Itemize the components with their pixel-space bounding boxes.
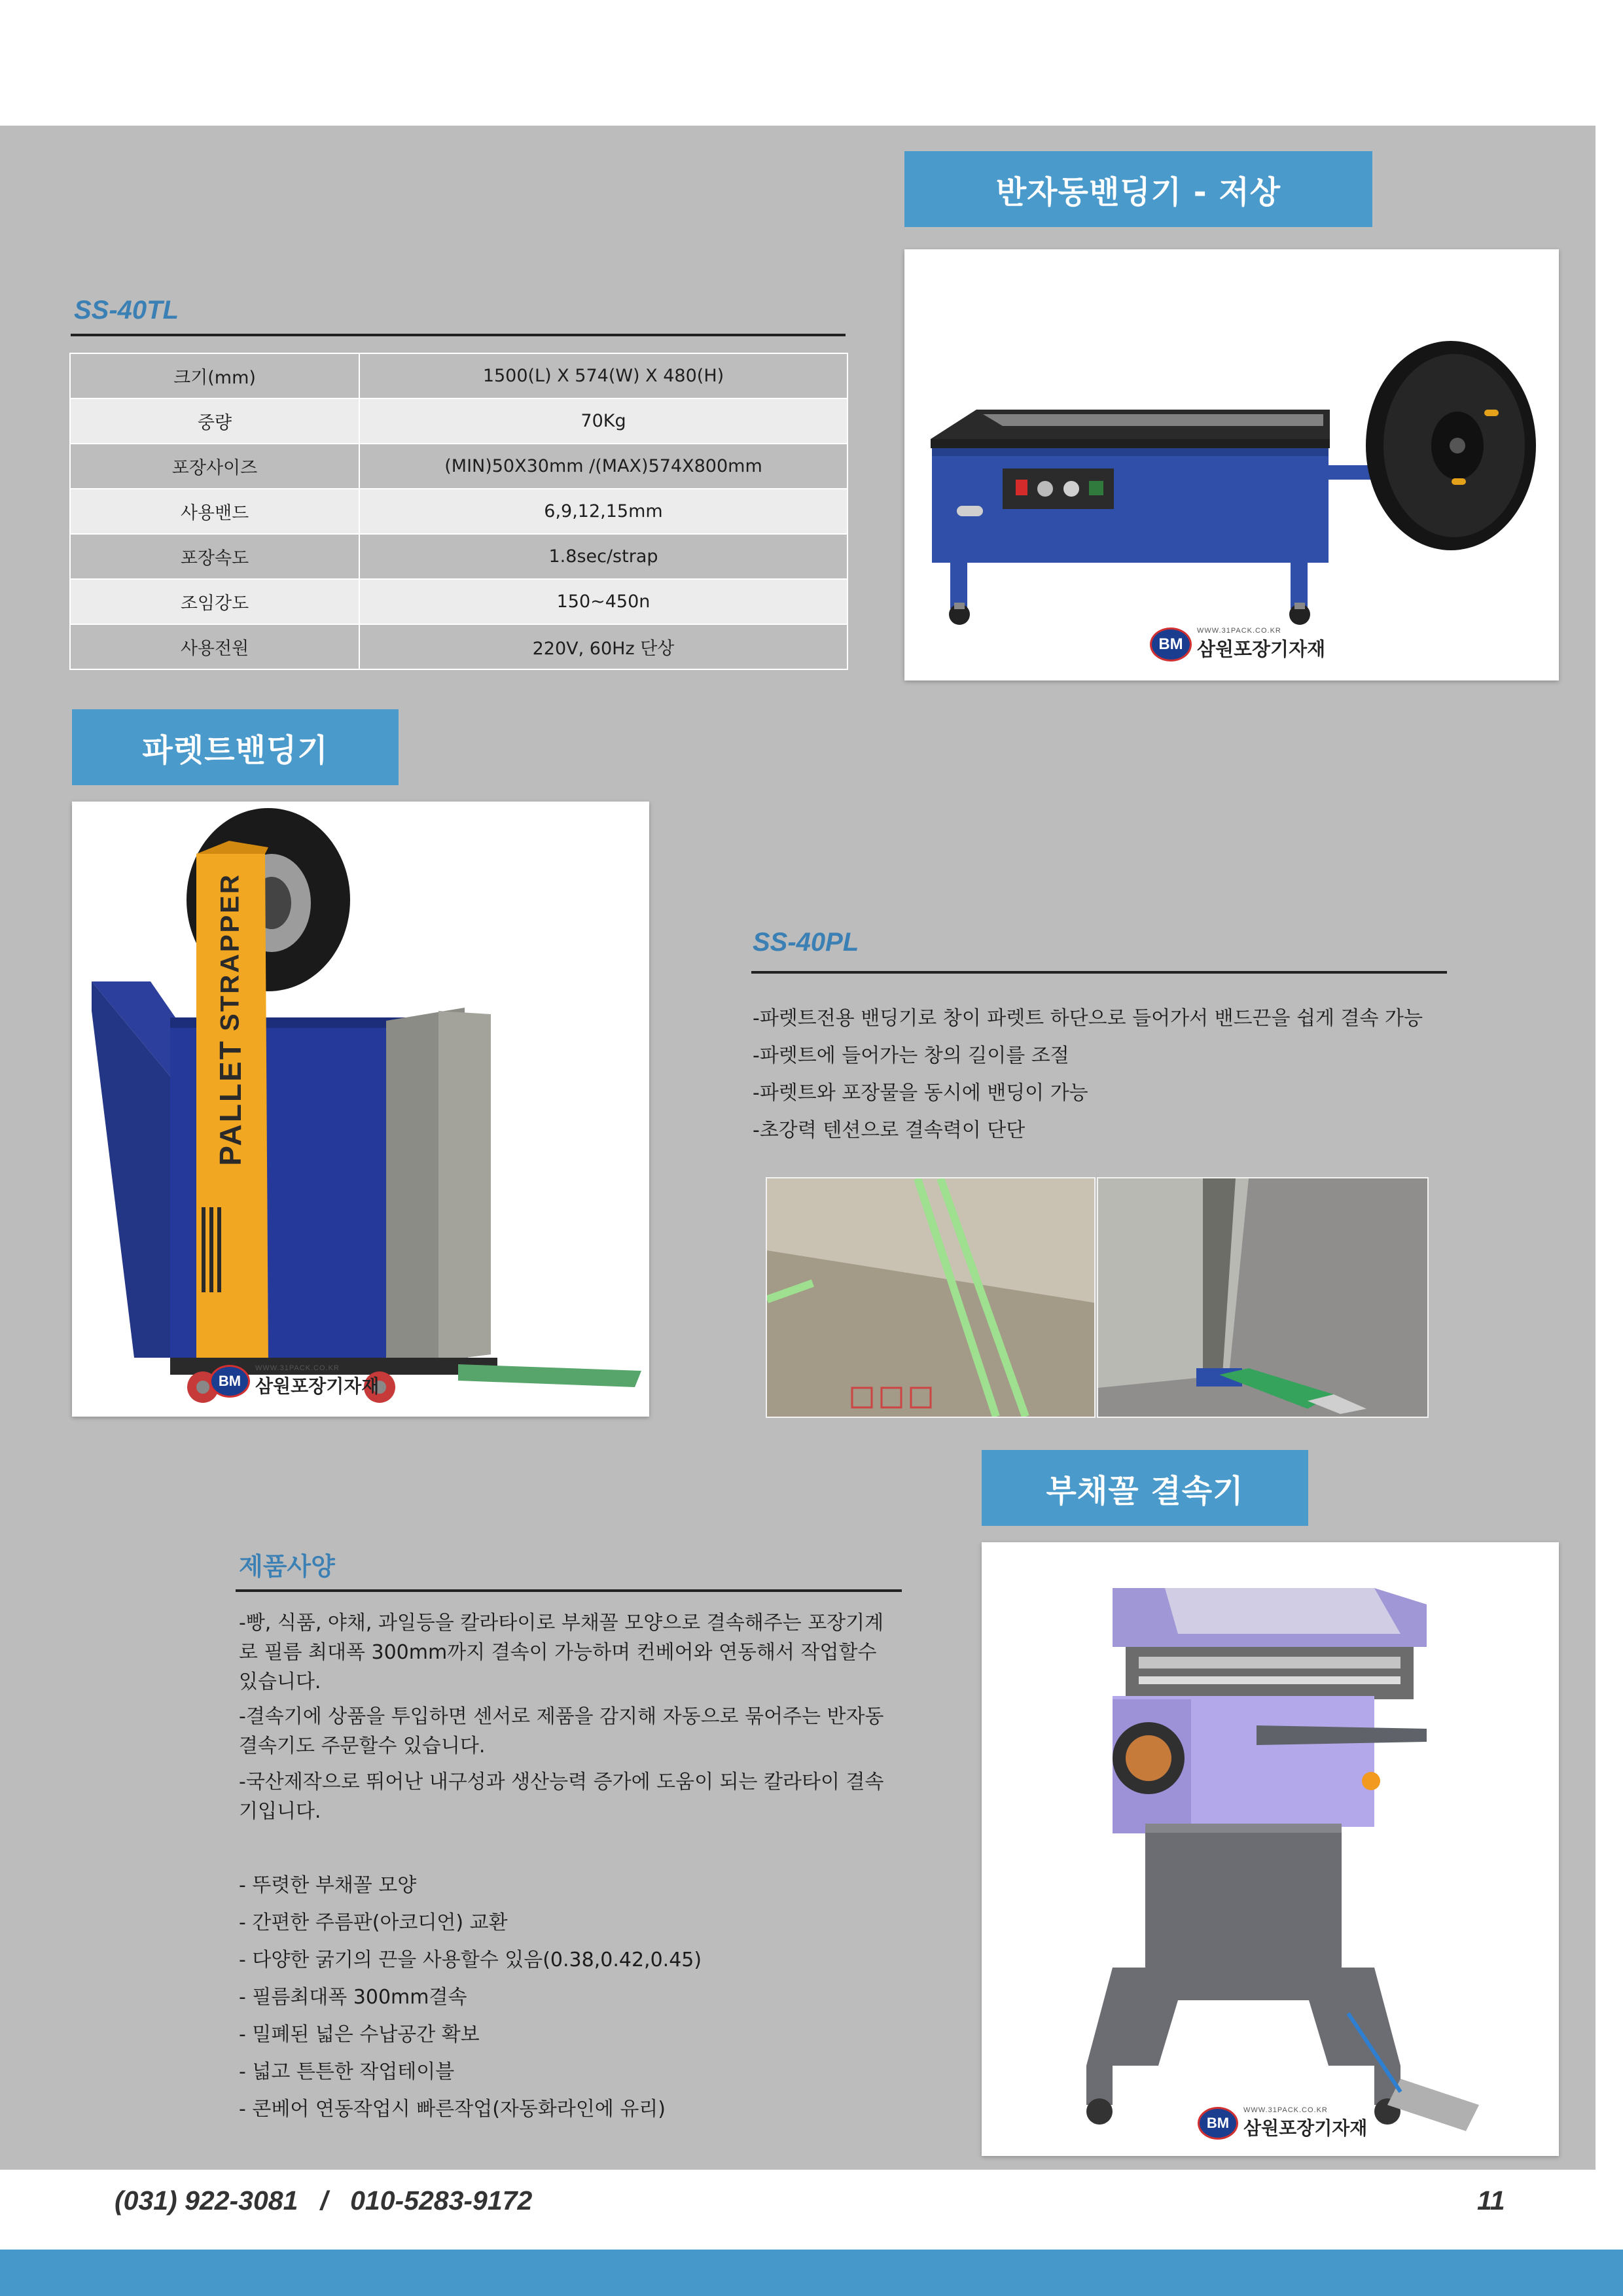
- spec-value: 1500(L) X 574(W) X 480(H): [359, 353, 847, 398]
- spec-label: 사용밴드: [70, 489, 359, 534]
- ss-40tl-spec-table: [69, 353, 848, 670]
- list-item: -초강력 텐션으로 결속력이 단단: [753, 1119, 1026, 1142]
- pallet-strapper-illustration: [72, 802, 649, 1417]
- logo-brand: 삼원포장기자재: [1197, 638, 1326, 660]
- ss-40tl-model-title: SS-40TL: [74, 296, 179, 325]
- logo-url: WWW.31PACK.CO.KR: [255, 1364, 340, 1372]
- bm-logo-icon: BM: [209, 1365, 250, 1398]
- twist-tie-spec-title: 제품사양: [239, 1552, 335, 1581]
- list-item: - 밀폐된 넓은 수납공간 확보: [239, 2023, 480, 2046]
- twist-tie-paragraph: -국산제작으로 뛰어난 내구성과 생산능력 증가에 도움이 되는 칼라타이 결속기입니다.: [239, 1771, 884, 1823]
- list-item: - 필름최대폭 300mm결속: [239, 1986, 467, 2009]
- list-item: -파렛트에 들어가는 창의 길이를 조절: [753, 1044, 1069, 1067]
- semi-auto-logo: [1150, 627, 1325, 662]
- twist-tie-paragraph: -빵, 식품, 야채, 과일등을 칼라타이로 부채꼴 모양으로 결속해주는 포장기계로 필름 최대폭 300mm까지 결속이 가능하며 컨베어와 연동해서 작업할수 있습니다.: [239, 1612, 884, 1693]
- spec-value: 1.8sec/strap: [359, 534, 847, 579]
- pallet-column-label-strapper: STRAPPER: [215, 873, 245, 1031]
- list-item: - 넓고 튼튼한 작업테이블: [239, 2060, 455, 2083]
- twist-tie-machine-illustration: [982, 1542, 1559, 2156]
- semi-auto-strapper-illustration: [904, 249, 1559, 680]
- table-row: [70, 353, 847, 398]
- pallet-detail-photo-lance: [1097, 1177, 1429, 1418]
- pallet-logo: [209, 1364, 379, 1398]
- pallet-lance-illustration: [1098, 1178, 1427, 1417]
- spec-label: 사용전원: [70, 624, 359, 669]
- semi-auto-strapper-photo: [904, 249, 1559, 680]
- twist-tie-machine-photo: [982, 1542, 1559, 2156]
- logo-brand: 삼원포장기자재: [255, 1375, 380, 1397]
- ss-40pl-title-rule: [751, 971, 1447, 974]
- spec-value: 220V, 60Hz 단상: [359, 624, 847, 669]
- table-row: [70, 398, 847, 444]
- footer-color-bar: [0, 2250, 1623, 2296]
- twist-tie-feature-list: [239, 1867, 702, 2128]
- strapped-box-illustration: [767, 1178, 1094, 1417]
- semi-auto-banner: 반자동밴딩기 - 저상: [904, 151, 1372, 227]
- list-item: -파렛트와 포장물을 동시에 밴딩이 가능: [753, 1082, 1088, 1104]
- table-row: [70, 444, 847, 489]
- spec-label: 중량: [70, 398, 359, 444]
- list-item: - 간편한 주름판(아코디언) 교환: [239, 1911, 508, 1934]
- twist-tie-title-rule: [236, 1589, 902, 1592]
- twist-tie-logo: [1198, 2106, 1367, 2140]
- logo-brand: 삼원포장기자재: [1243, 2117, 1368, 2139]
- list-item: - 콘베어 연동작업시 빠른작업(자동화라인에 유리): [239, 2098, 666, 2121]
- pallet-detail-photo-box: [766, 1177, 1096, 1418]
- table-row: [70, 534, 847, 579]
- spec-label: 포장속도: [70, 534, 359, 579]
- spec-label: 크기(mm): [70, 353, 359, 398]
- spec-value: 6,9,12,15mm: [359, 489, 847, 534]
- ss-40pl-model-title: SS-40PL: [753, 928, 859, 957]
- list-item: - 다양한 굵기의 끈을 사용할수 있음(0.38,0.42,0.45): [239, 1949, 702, 1971]
- table-row: [70, 579, 847, 624]
- list-item: -파렛트전용 밴딩기로 창이 파렛트 하단으로 들어가서 밴드끈을 쉽게 결속 가능: [753, 1007, 1423, 1030]
- spec-value: (MIN)50X30mm /(MAX)574X800mm: [359, 444, 847, 489]
- twist-tie-paragraph: -결속기에 상품을 투입하면 센서로 제품을 감지해 자동으로 묶어주는 반자동 결속기도 주문할수 있습니다.: [239, 1705, 884, 1757]
- twist-tie-banner: 부채꼴 결속기: [982, 1450, 1308, 1526]
- ss-40tl-title-rule: [71, 334, 846, 336]
- pallet-feature-list: [753, 1000, 1423, 1149]
- pallet-column-label-pallet: PALLET: [213, 1039, 247, 1166]
- spec-label: 포장사이즈: [70, 444, 359, 489]
- spec-label: 조임강도: [70, 579, 359, 624]
- bm-logo-icon: BM: [1150, 627, 1192, 662]
- table-row: [70, 624, 847, 669]
- logo-url: WWW.31PACK.CO.KR: [1243, 2106, 1328, 2114]
- spec-value: 70Kg: [359, 398, 847, 444]
- logo-url: WWW.31PACK.CO.KR: [1197, 627, 1281, 635]
- pallet-strapper-photo: [72, 802, 649, 1417]
- pallet-banner: 파렛트밴딩기: [72, 709, 399, 785]
- spec-value: 150~450n: [359, 579, 847, 624]
- footer-phone-numbers: (031) 922-3081 / 010-5283-9172: [115, 2185, 533, 2216]
- table-row: [70, 489, 847, 534]
- list-item: - 뚜렷한 부채꼴 모양: [239, 1874, 417, 1897]
- bm-logo-icon: BM: [1198, 2107, 1238, 2140]
- footer-page-number: 11: [1477, 2185, 1505, 2216]
